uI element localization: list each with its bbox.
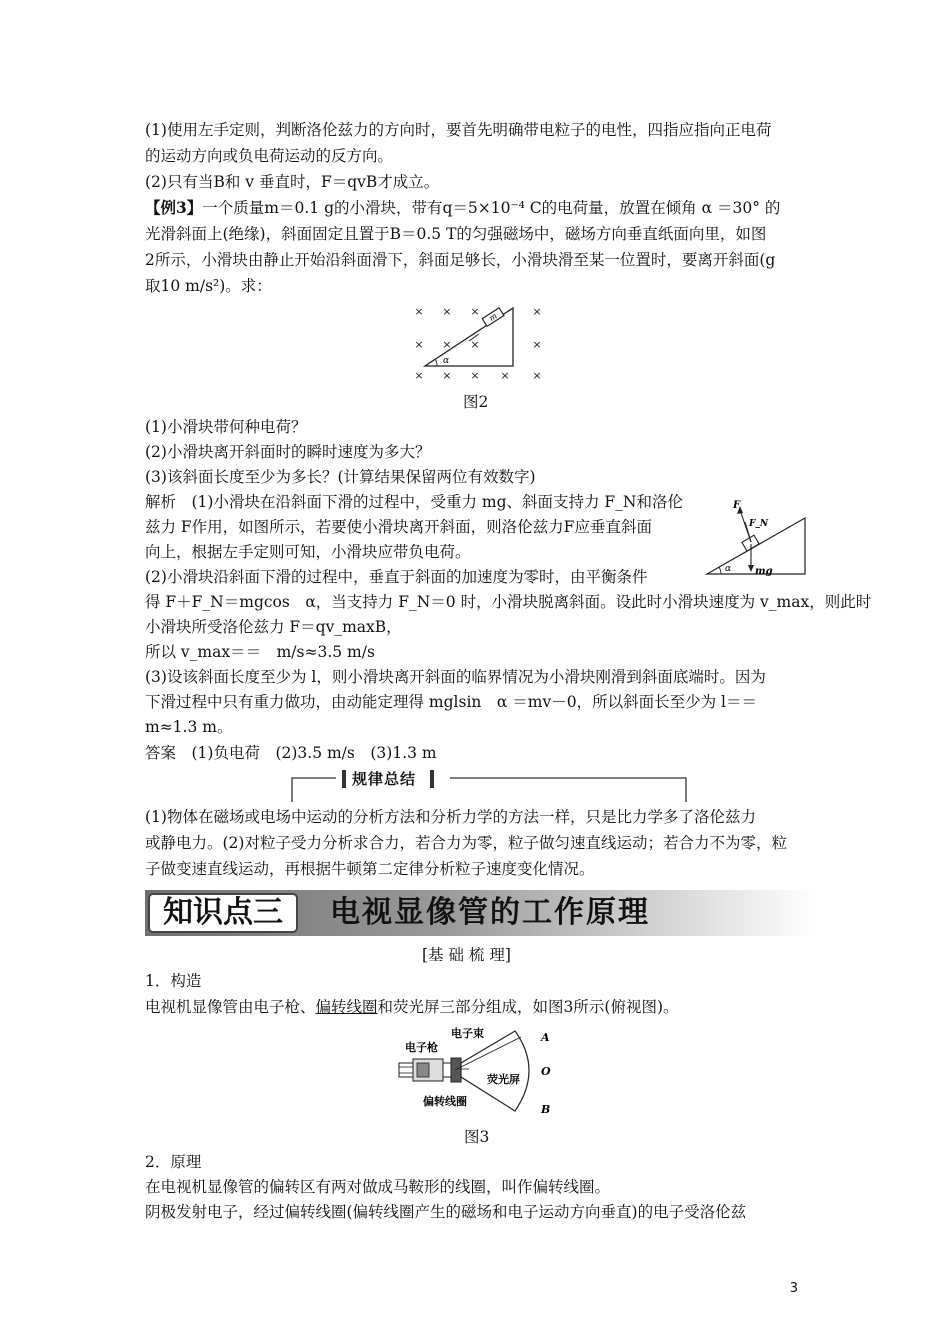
item-2-line-1: 在电视机显像管的偏转区有两对做成马鞍形的线圈，叫作偏转线圈。 — [145, 1178, 611, 1196]
solution-line-10: m≈1.3 m。 — [145, 718, 233, 736]
note-line-1: (1)使用左手定则，判断洛伦兹力的方向时，要首先明确带电粒子的电性，四指应指向正电荷 — [145, 121, 772, 139]
slider-block — [482, 308, 504, 326]
note-line-3: (2)只有当B和 v 垂直时，F＝qvB才成立。 — [145, 173, 440, 191]
figure-3-caption: 图3 — [464, 1128, 490, 1146]
x-mark: × — [532, 369, 542, 382]
force-diagram — [705, 492, 815, 582]
example-tag: 【例3】 — [145, 198, 203, 217]
item-1-text — [145, 997, 679, 1017]
deflection-coil — [451, 1058, 461, 1082]
figure-3-crt — [395, 1025, 570, 1117]
x-mark: × — [470, 305, 480, 318]
item-2-title: 2．原理 — [145, 1153, 202, 1171]
label-B: B — [541, 1103, 551, 1116]
label-F: F — [733, 500, 741, 511]
label-coil: 偏转线圈 — [423, 1095, 467, 1108]
item-1-text-post: 和荧光屏三部分组成，如图3所示(俯视图)。 — [377, 998, 679, 1016]
x-mark: × — [414, 338, 424, 351]
solution-line-3: 向上，根据左手定则可知，小滑块应带负电荷。 — [145, 543, 471, 561]
example-text-1: 一个质量m＝0.1 g的小滑块，带有q＝5×10⁻⁴ C的电荷量，放置在倾角 α ＝30° 的 — [202, 199, 781, 217]
rule-line-1: (1)物体在磁场或电场中运动的分析方法和分析力学的方法一样，只是比力学多了洛伦兹力 — [145, 808, 756, 826]
example-line-3: 2所示，小滑块由静止开始沿斜面滑下，斜面足够长，小滑块滑至某一位置时，要离开斜面(g — [145, 251, 776, 269]
solution-line-2: 兹力 F作用，如图所示，若要使小滑块离开斜面，则洛伦兹力F应垂直斜面 — [145, 518, 652, 536]
label-mg: mg — [755, 566, 773, 577]
page-number: 3 — [789, 1281, 798, 1296]
x-mark: × — [414, 305, 424, 318]
figure-2-incline — [405, 300, 550, 385]
label-beam: 电子束 — [451, 1027, 484, 1040]
label-A: A — [541, 1031, 550, 1044]
rule-line-3: 子做变速直线运动，再根据牛顿第二定律分析粒子速度变化情况。 — [145, 860, 595, 878]
tube-funnel — [461, 1031, 529, 1111]
question-1: (1)小滑块带何种电荷？ — [145, 418, 307, 436]
solution-line-1: 解析 (1)小滑块在沿斜面下滑的过程中，受重力 mg、斜面支持力 F_N和洛伦 — [145, 493, 683, 511]
x-mark: × — [470, 369, 480, 382]
solution-line-7: 所以 v_max＝＝ m/s≈3.5 m/s — [145, 643, 375, 661]
question-2: (2)小滑块离开斜面时的瞬时速度为多大？ — [145, 443, 431, 461]
x-mark: × — [532, 305, 542, 318]
section-header — [145, 890, 815, 936]
solution-line-5: 得 F＋F_N＝mgcos α，当支持力 F_N＝0 时，小滑块脱离斜面。设此时小滑块速度为 v_max，则此时 — [145, 593, 872, 611]
item-1-text-pre: 电视机显像管由电子枪、 — [145, 998, 316, 1016]
rule-summary-banner — [290, 770, 690, 804]
note-line-2: 的运动方向或负电荷运动的反方向。 — [145, 147, 394, 165]
x-mark: × — [414, 369, 424, 382]
label-FN: F_N — [749, 519, 769, 529]
label-screen: 荧光屏 — [487, 1073, 520, 1086]
item-1-title: 1．构造 — [145, 972, 202, 990]
example-line-2: 光滑斜面上(绝缘)，斜面固定且置于B＝0.5 T的匀强磁场中，磁场方向垂直纸面向里，如图 — [145, 225, 767, 243]
figure-2-caption: 图2 — [463, 393, 489, 411]
electron-beam — [455, 1037, 521, 1070]
section-badge: 知识点三 — [148, 893, 298, 933]
solution-line-6: 小滑块所受洛伦兹力 F＝qv_maxB， — [145, 618, 402, 636]
solution-line-9: 下滑过程中只有重力做功，由动能定理得 mglsin α ＝mv－0，所以斜面长至少为 l＝＝ — [145, 693, 757, 711]
x-mark: × — [442, 338, 452, 351]
example-line-1 — [145, 198, 780, 218]
label-gun: 电子枪 — [405, 1041, 438, 1054]
rule-line-2: 或静电力。(2)对粒子受力分析求合力，若合力为零，粒子做匀速直线运动；若合力不为零，粒 — [145, 834, 787, 852]
item-2-line-2: 阴极发射电子，经过偏转线圈(偏转线圈产生的磁场和电子运动方向垂直)的电子受洛伦兹 — [145, 1203, 747, 1221]
x-mark: × — [500, 369, 510, 382]
label-O: O — [541, 1065, 551, 1078]
mass-label: m — [487, 311, 499, 323]
section-title: 电视显像管的工作原理 — [330, 895, 650, 930]
angle-label: α — [443, 356, 450, 366]
solution-line-8: (3)设该斜面长度至少为 l，则小滑块离开斜面的临界情况为小滑块刚滑到斜面底端时。因为 — [145, 668, 766, 686]
question-3: (3)该斜面长度至少为多长？(计算结果保留两位有效数字) — [145, 468, 536, 486]
x-mark: × — [442, 305, 452, 318]
answer-line: 答案 (1)负电荷 (2)3.5 m/s (3)1.3 m — [145, 744, 437, 762]
rule-banner-title: 规律总结 — [352, 770, 417, 788]
x-mark: × — [442, 369, 452, 382]
x-mark: × — [470, 338, 480, 351]
example-line-4: 取10 m/s²)。求： — [145, 277, 272, 295]
x-mark: × — [532, 338, 542, 351]
deflection-coil-term: 偏转线圈 — [315, 998, 378, 1016]
label-alpha: α — [725, 564, 732, 574]
solution-line-4: (2)小滑块沿斜面下滑的过程中，垂直于斜面的加速度为零时，由平衡条件 — [145, 568, 648, 586]
basics-heading: [基 础 梳 理] — [422, 946, 511, 964]
